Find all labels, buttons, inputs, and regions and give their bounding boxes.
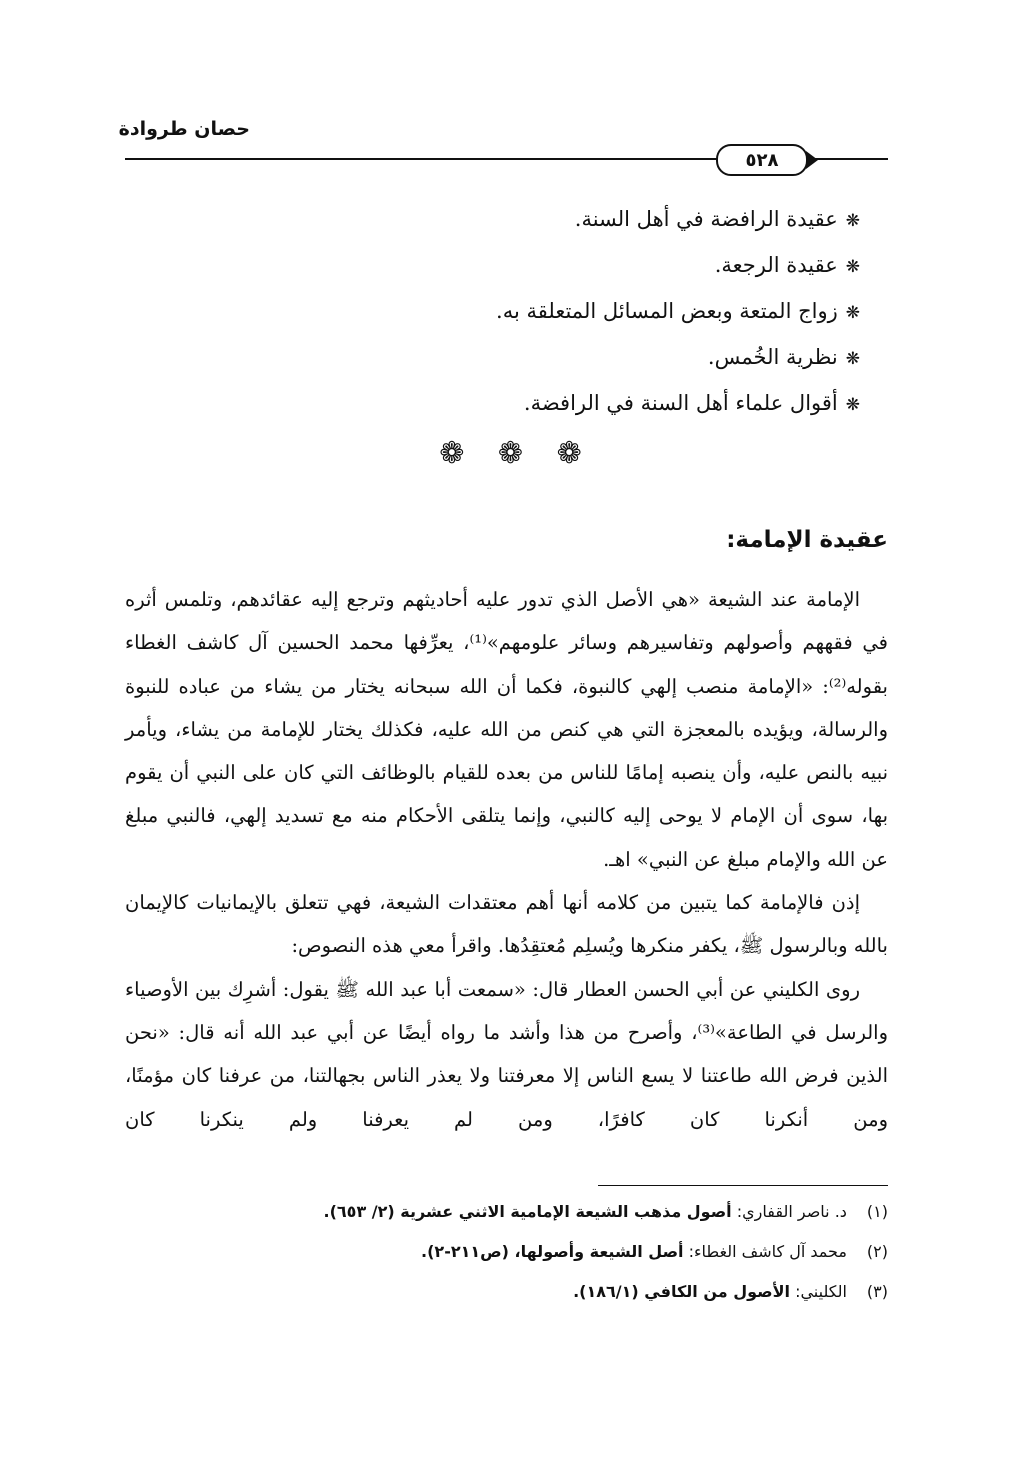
footnote-number: (٢)	[866, 1242, 888, 1261]
footnote-work: أصول مذهب الشيعة الإمامية الاثني عشرية (٢/ ٦٥٣).	[323, 1202, 732, 1221]
body-text	[125, 578, 888, 1141]
list-item: ❋زواج المتعة وبعض المسائل المتعلقة به.	[496, 288, 860, 334]
footnote-number: (١)	[866, 1202, 888, 1221]
footnote-author: الكليني:	[795, 1282, 847, 1301]
star-bullet-icon: ❋	[845, 257, 860, 277]
badge-arrow-icon	[806, 151, 818, 169]
footnote-author: محمد آل كاشف الغطاء:	[688, 1242, 847, 1261]
paragraph: إذن فالإمامة كما يتبين من كلامه أنها أهم معتقدات الشيعة، فهي تتعلق بالإيمانيات كالإيمان بالله وبالرسول ﷺ، يكفر منكرها ويُسلِم مُعتقِدُها. واقرأ معي هذه النصوص:	[125, 891, 888, 958]
star-bullet-icon: ❋	[845, 211, 860, 231]
section-separator-ornament-icon: ❁ ❁ ❁	[439, 436, 594, 471]
list-item: ❋عقيدة الرافضة في أهل السنة.	[496, 196, 860, 242]
list-item: ❋نظرية الخُمس.	[496, 334, 860, 380]
footnote-work: الأصول من الكافي (١٨٦/١).	[573, 1282, 790, 1301]
footnote-work: أصل الشيعة وأصولها، (ص٢١١-٢).	[421, 1242, 684, 1261]
section-heading: عقيدة الإمامة:	[726, 527, 888, 553]
list-item: ❋أقوال علماء أهل السنة في الرافضة.	[496, 380, 860, 426]
running-header-title: حصان طروادة	[118, 118, 250, 140]
star-bullet-icon: ❋	[845, 395, 860, 415]
page-number: ٥٢٨	[745, 149, 779, 171]
footnote-author: د. ناصر القفاري:	[736, 1202, 847, 1221]
footnote	[324, 1197, 888, 1237]
footnote-number: (٣)	[866, 1282, 888, 1301]
footnote-rule	[598, 1185, 888, 1186]
star-bullet-icon: ❋	[845, 349, 860, 369]
footnote	[324, 1277, 888, 1317]
paragraph: روى الكليني عن أبي الحسن العطار قال: «سمعت أبا عبد الله ﷺ يقول: أشرِك بين الأوصياء والرسل في الطاعة»⁽³⁾، وأصرح من هذا وأشد ما رواه أيضًا عن أبي عبد الله أنه قال: «نحن الذين فرض الله طاعتنا لا يسع الناس إلا معرفتنا ولا يعذر الناس بجهالتنا، من عرفنا كان مؤمنًا، ومن أنكرنا كان كافرًا، ومن لم يعرفنا ولم ينكرنا كان	[125, 977, 888, 1131]
footnotes	[324, 1197, 888, 1317]
page-number-badge	[716, 144, 808, 176]
paragraph: الإمامة عند الشيعة «هي الأصل الذي تدور عليه أحاديثهم وترجع إليه عقائدهم، وتلمس أثره في فقههم وأصولهم وتفاسيرهم وسائر علومهم»⁽¹⁾، يعرِّفها محمد الحسين آل كاشف الغطاء بقوله⁽²⁾: «الإمامة منصب إلهي كالنبوة، فكما أن الله سبحانه يختار من يشاء من عباده للنبوة والرسالة، ويؤيده بالمعجزة التي هي كنص من الله عليه، فكذلك يختار للإمامة من يشاء، ويأمر نبيه بالنص عليه، وأن ينصبه إمامًا للناس من بعده للقيام بالوظائف التي كان على النبي أن يقوم بها، سوى أن الإمام لا يوحى إليه كالنبي، وإنما يتلقى الأحكام منه مع تسديد إلهي، فالنبي مبلغ عن الله والإمام مبلغ عن النبي» اهـ.	[125, 588, 888, 871]
star-bullet-icon: ❋	[845, 303, 860, 323]
list-item: ❋عقيدة الرجعة.	[496, 242, 860, 288]
footnote	[324, 1237, 888, 1277]
topic-list	[496, 196, 860, 426]
